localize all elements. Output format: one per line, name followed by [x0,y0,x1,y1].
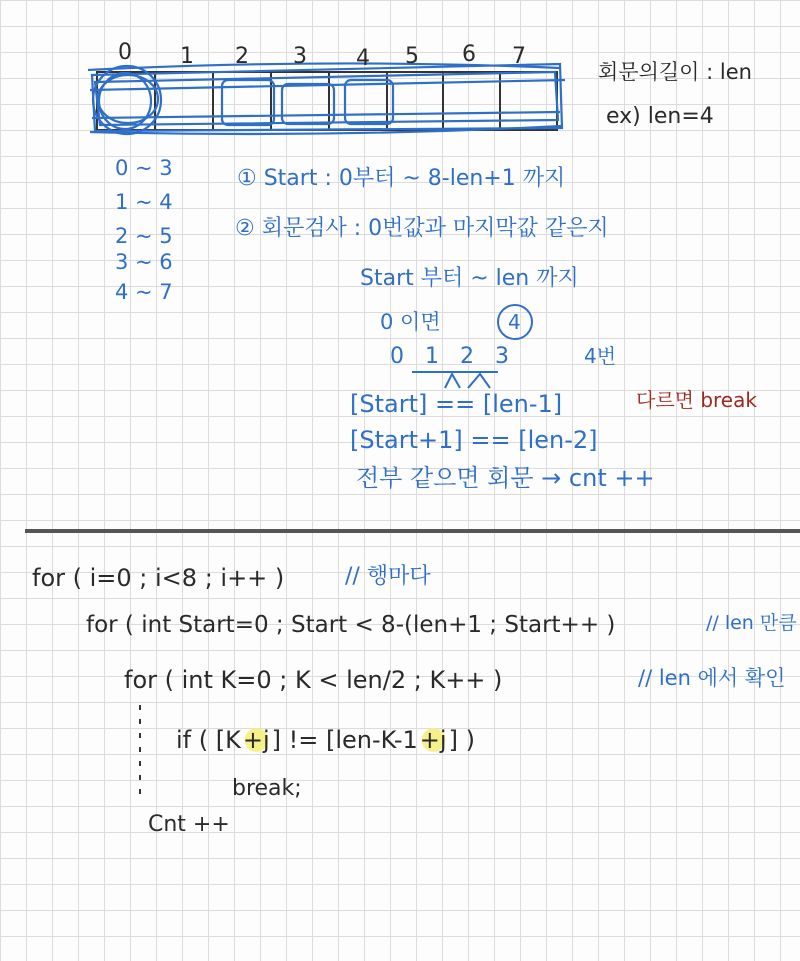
index-label: 4 [356,46,370,71]
count-label: 4번 [584,344,617,368]
step-1: ① Start : 0부터 ~ 8-len+1 까지 [237,166,566,191]
step-2-zero: 0 이면 [380,310,441,334]
note-example: ex) len=4 [606,104,714,129]
section-divider [25,529,800,533]
code-line-2: for ( int Start=0 ; Start < 8-(len+1 ; Start++ ) [86,612,616,638]
index-label: 1 [180,44,194,69]
code-line-4-start: if ( [K [176,726,241,754]
result-line: 전부 같으면 회문 → cnt ++ [356,464,655,492]
code-line-6: Cnt ++ [148,812,230,837]
break-note: 다르면 break [636,388,757,412]
code-line-4-end: ] ) [448,726,475,754]
arrows [412,372,498,388]
compare-2: [Start+1] == [len-2] [350,426,598,454]
index-label: 3 [293,44,307,69]
range-item: 0 ~ 3 [115,156,173,180]
range-item: 1 ~ 4 [115,190,173,214]
highlight-j: +j [242,726,270,754]
highlight-j: +j [419,726,447,754]
code-comment-3: // len 에서 확인 [638,666,786,690]
blue-scribble [88,63,565,134]
index-label: 0 [118,40,132,65]
compare-1: [Start] == [len-1] [350,390,563,418]
code-comment-1: // 행마다 [345,564,431,589]
index-sequence: 0 1 2 3 [390,344,509,369]
code-line-1: for ( i=0 ; i<8 ; i++ ) [32,564,285,592]
range-item: 2 ~ 5 [115,224,173,248]
code-line-4-mid: ] != [len-K-1 [271,726,418,754]
code-line-4 [176,728,475,752]
note-title: 회문의길이 : len [598,60,752,84]
range-item: 3 ~ 6 [115,250,173,274]
step-2-sub: Start 부터 ~ len 까지 [360,266,579,291]
code-comment-2: // len 만큼 [706,612,797,634]
circled-four: 4 [508,310,521,334]
code-line-5: break; [232,776,302,801]
index-label: 6 [462,42,476,67]
index-label: 5 [405,44,419,69]
code-line-3: for ( int K=0 ; K < len/2 ; K++ ) [124,666,503,694]
index-label: 7 [512,44,526,69]
step-2: ② 회문검사 : 0번값과 마지막값 같은지 [235,216,609,241]
range-item: 4 ~ 7 [115,280,173,304]
index-label: 2 [235,44,249,69]
